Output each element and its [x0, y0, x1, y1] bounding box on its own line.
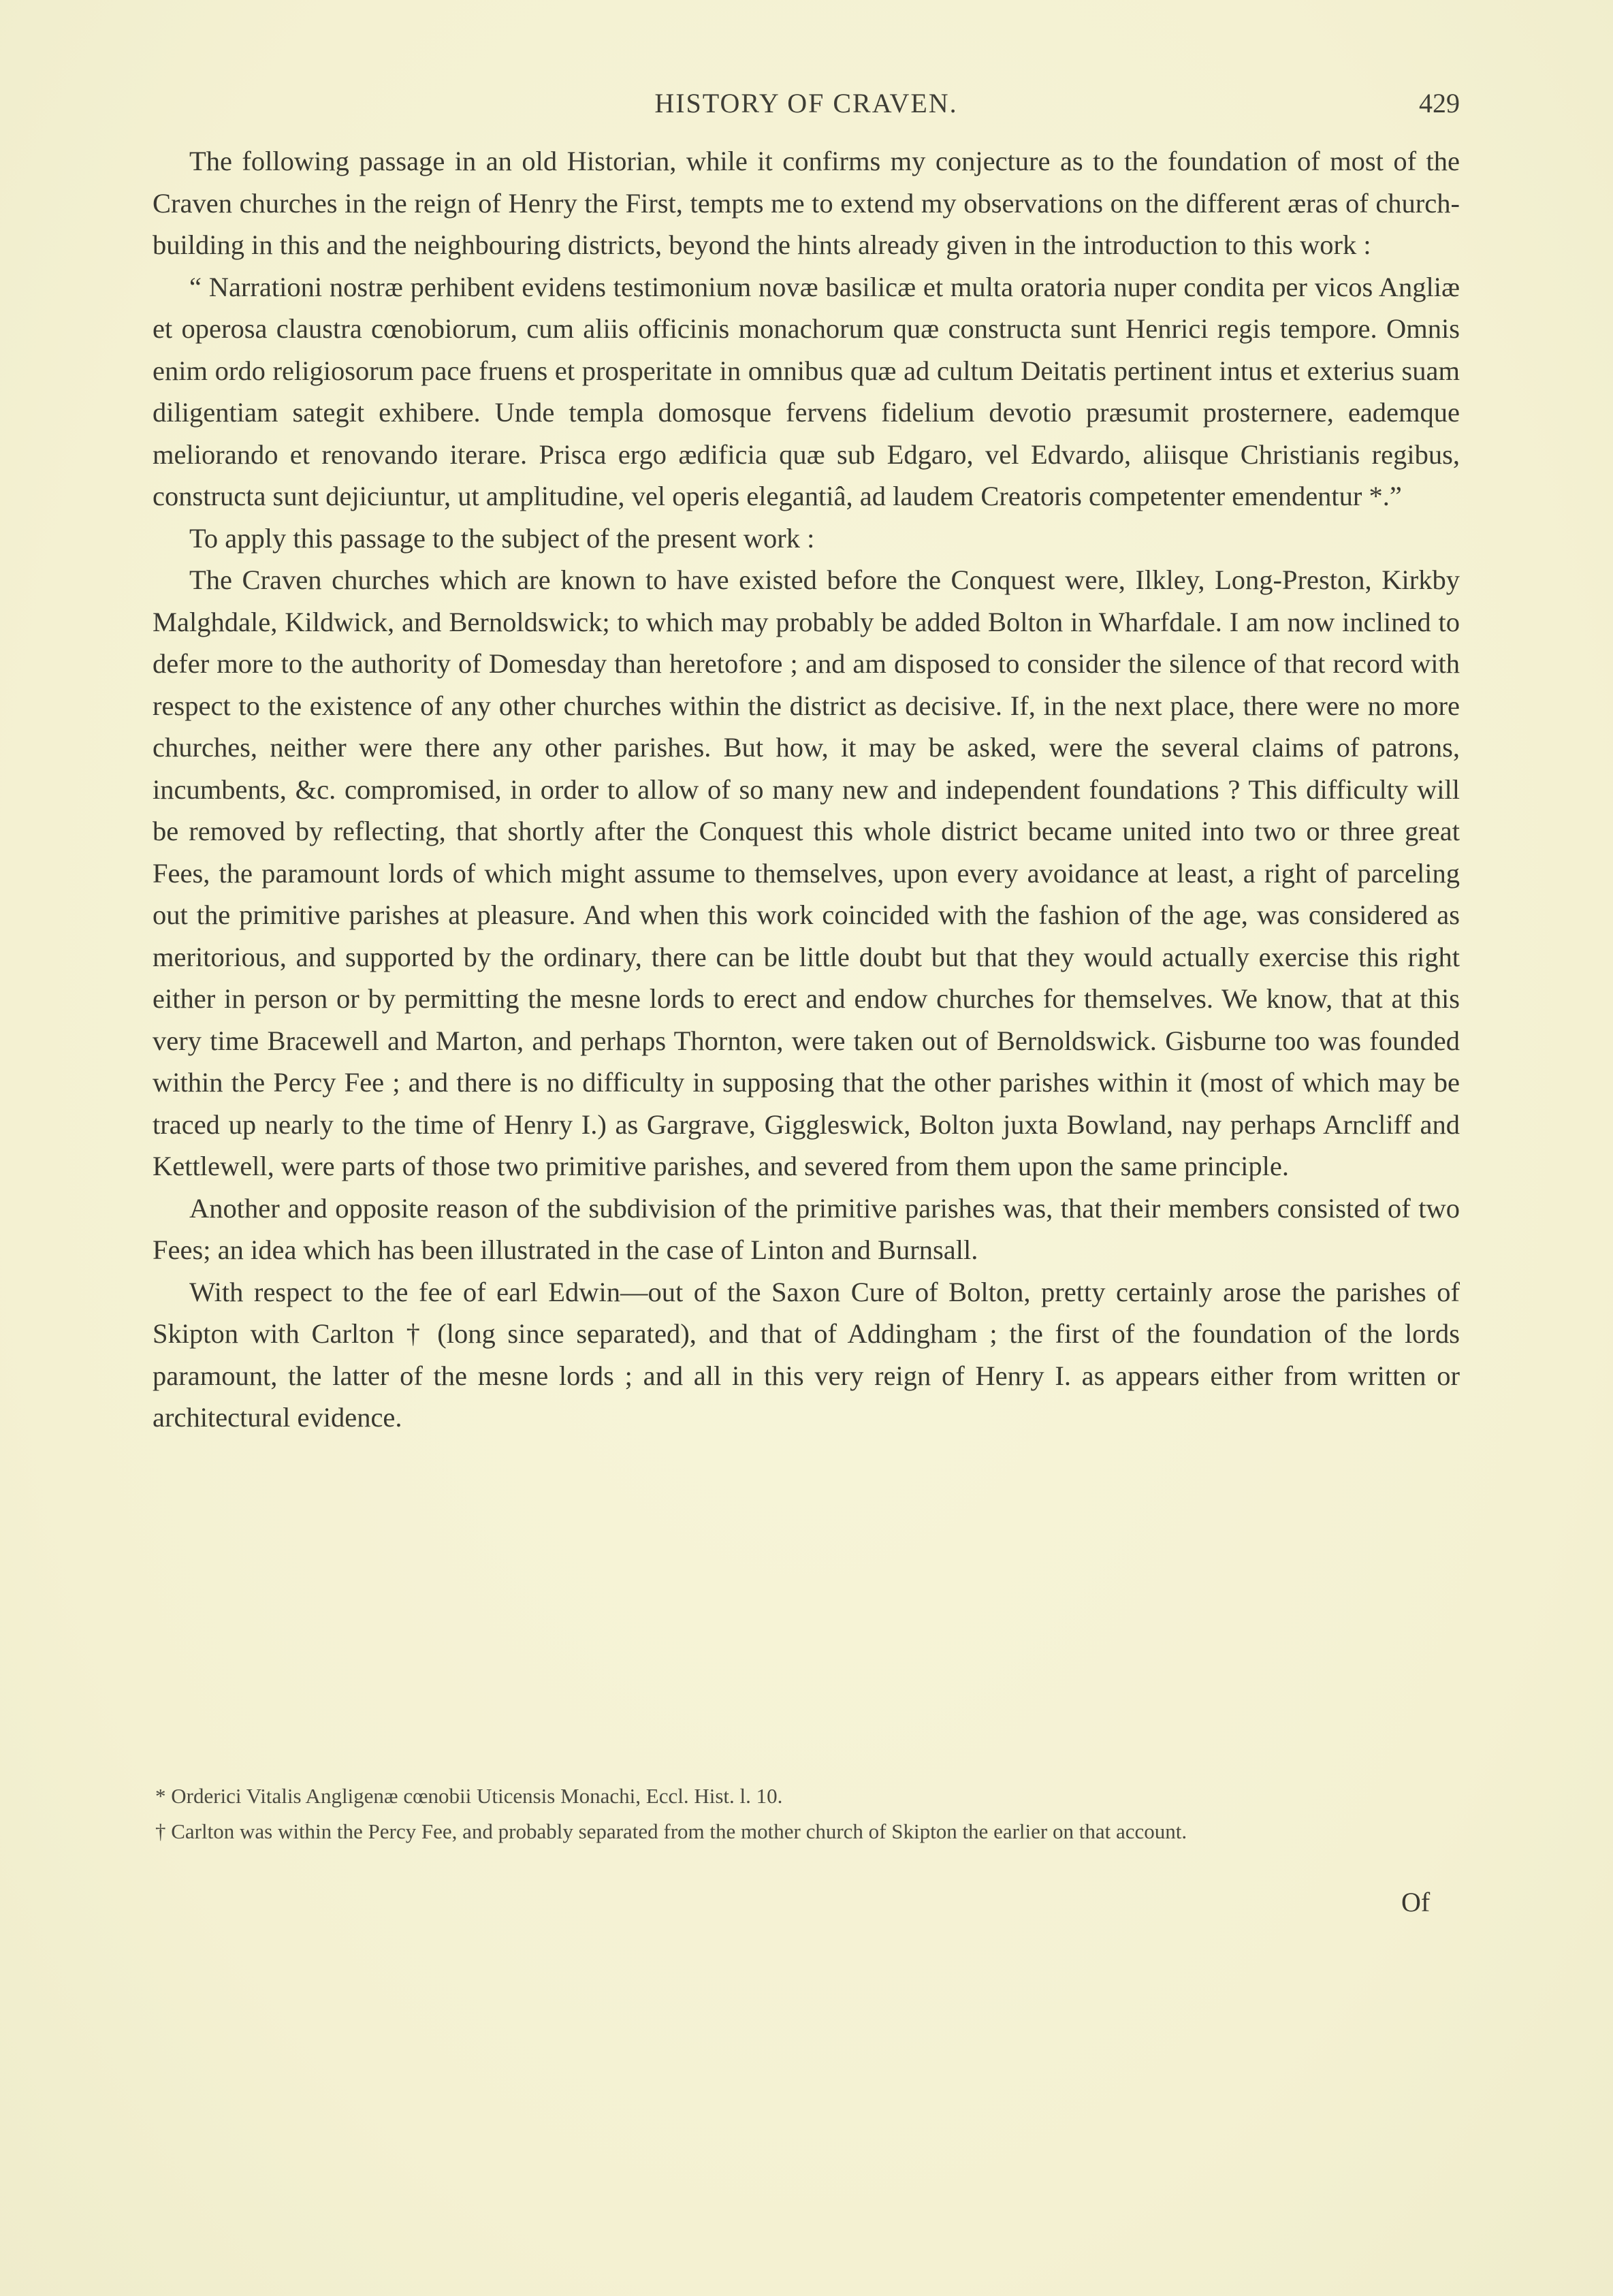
footnote-asterisk: * Orderici Vitalis Angligenæ cœnobii Uticensis Monachi, Eccl. Hist. l. 10.: [155, 1784, 783, 1808]
catchword: Of: [1401, 1887, 1431, 1917]
paragraph-transition: To apply this passage to the subject of the present work :: [189, 522, 815, 554]
paragraph-subdivision: Another and opposite reason of the subdivision of the primitive parishes was, that their members consisted of two Fees; an idea which has been illustrated in the case of Linton and Burnsall.: [153, 1192, 1460, 1265]
paragraph-intro: The following passage in an old Historian, while it confirms my conjecture as to the foundation of most of the Craven churches in the reign of Henry the First, tempts me to extend my observations on the different æras of church-building in this and the neighbouring districts, beyond the hints already given in the introduction to this work :: [153, 146, 1460, 260]
paragraph-craven-churches: The Craven churches which are known to have existed before the Conquest were, Ilkley, Long-Preston, Kirkby Malghdale, Kildwick, and Bernoldswick; to which may probably be added Bolton in Wharfdale. I am now inclined to defer more to the authority of Domesday than heretofore ; and am disposed to consider the silence of that record with respect to the existence of any other churches within the district as decisive. If, in the next place, there were no more churches, neither were there any other parishes. But how, it may be asked, were the several claims of patrons, incumbents, &c. compromised, in order to allow of so many new and independent foundations ? This difficulty will be removed by reflecting, that shortly after the Conquest this whole district became united into two or three great Fees, the paramount lords of which might assume to themselves, upon every avoidance at least, a right of parceling out the primitive parishes at pleasure. And when this work coincided with the fashion of the age, was considered as meritorious, and supported by the ordinary, there can be little doubt but that they would actually exercise this right either in person or by permitting the mesne lords to erect and endow churches for themselves. We know, that at this very time Bracewell and Marton, and perhaps Thornton, were taken out of Bernoldswick. Gisburne too was founded within the Percy Fee ; and there is no difficulty in supposing that the other parishes within it (most of which may be traced up nearly to the time of Henry I.) as Gargrave, Giggleswick, Bolton juxta Bowland, nay perhaps Arncliff and Kettlewell, were parts of those two primitive parishes, and severed from them upon the same principle.: [153, 564, 1460, 1181]
main-text: [153, 140, 1460, 1439]
running-head: HISTORY OF CRAVEN.: [654, 88, 958, 118]
footnotes: [120, 1779, 1460, 1849]
paragraph-latin-quotation: “ Narrationi nostræ perhibent evidens testimonium novæ basilicæ et multa oratoria nuper condita per vicos Angliæ et operosa claustra cœnobiorum, cum aliis officinis monachorum quæ constructa sunt Henrici regis tempore. Omnis enim ordo religiosorum pace fruens et prosperitate in omnibus quæ ad cultum Deitatis pertinent intus et exterius suam diligentiam sategit exhibere. Unde templa domosque fervens fidelium devotio præsumit prosternere, eademque meliorando et renovando iterare. Prisca ergo ædificia quæ sub Edgaro, vel Edvardo, aliisque Christianis regibus, constructa sunt dejiciuntur, ut amplitudine, vel operis elegantiâ, ad laudem Creatoris competenter emendentur *.”: [153, 271, 1460, 511]
footnote-dagger: † Carlton was within the Percy Fee, and probably separated from the mother church of Skipton the earlier on that account.: [155, 1819, 1187, 1843]
paragraph-earl-edwin: With respect to the fee of earl Edwin—out of the Saxon Cure of Bolton, pretty certainly arose the parishes of Skipton with Carlton † (long since separated), and that of Addingham ; the first of the foundation of the lords paramount, the latter of the mesne lords ; and all in this very reign of Henry I. as appears either from written or architectural evidence.: [153, 1276, 1460, 1433]
page-header: [153, 87, 1460, 128]
page-number: 429: [1419, 88, 1460, 118]
